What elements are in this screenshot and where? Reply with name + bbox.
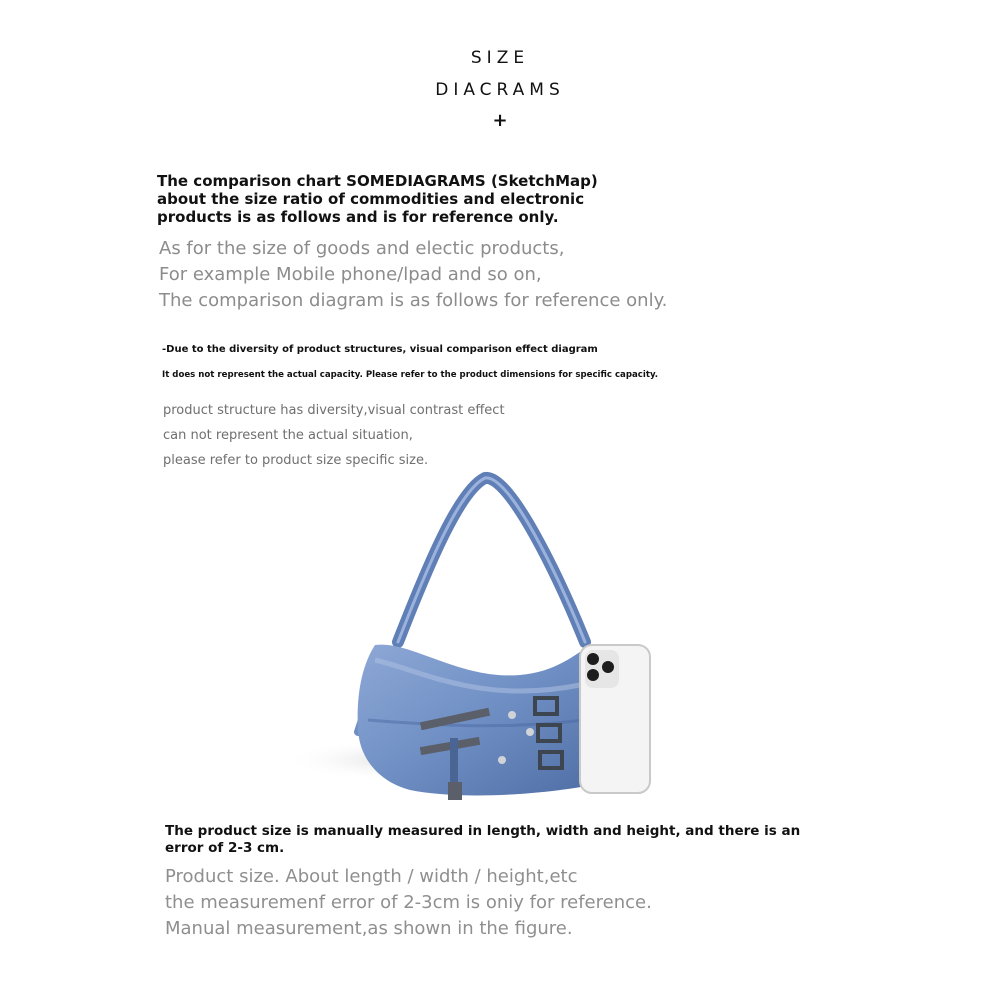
measurement-grey-line: Product size. About length / width / height,etc [165,866,578,887]
smartphone-icon [580,645,650,793]
measurement-bold-block [165,823,800,857]
intro-bold-line: The comparison chart SOMEDIAGRAMS (SketchMap) [157,172,598,190]
notice-grey-line: please refer to product size specific size. [163,453,429,468]
intro-bold-line: products is as follows and is for reference only. [157,208,559,226]
notice-grey-line: product structure has diversity,visual contrast effect [163,403,505,418]
measurement-grey-line: the measuremenf error of 2-3cm is oniy for reference. [165,892,652,913]
intro-bold-line: about the size ratio of commodities and electronic [157,190,585,208]
title-diagrams: DIACRAMS [435,80,565,100]
notice-grey-block [163,398,505,473]
intro-grey-line: For example Mobile phone/lpad and so on, [159,264,542,285]
product-illustration [280,470,680,810]
title-size: SIZE [470,48,530,68]
bag-strap [398,478,585,642]
measurement-bold-line: The product size is manually measured in length, width and height, and there is an [165,823,801,839]
plus-symbol: + [492,110,508,131]
notice-line-1: -Due to the diversity of product structures, visual comparison effect diagram [162,344,598,355]
notice-grey-line: can not represent the actual situation, [163,428,413,443]
intro-grey-line: The comparison diagram is as follows for reference only. [159,290,668,311]
measurement-grey-block [165,864,652,942]
intro-grey-block [159,236,667,314]
measurement-grey-line: Manual measurement,as shown in the figure. [165,918,573,939]
intro-grey-line: As for the size of goods and electic products, [159,238,565,259]
measurement-bold-line: error of 2-3 cm. [165,840,285,856]
intro-bold-block [157,172,598,226]
notice-line-2: It does not represent the actual capacity. Please refer to the product dimensions for specific capacity. [162,370,659,380]
